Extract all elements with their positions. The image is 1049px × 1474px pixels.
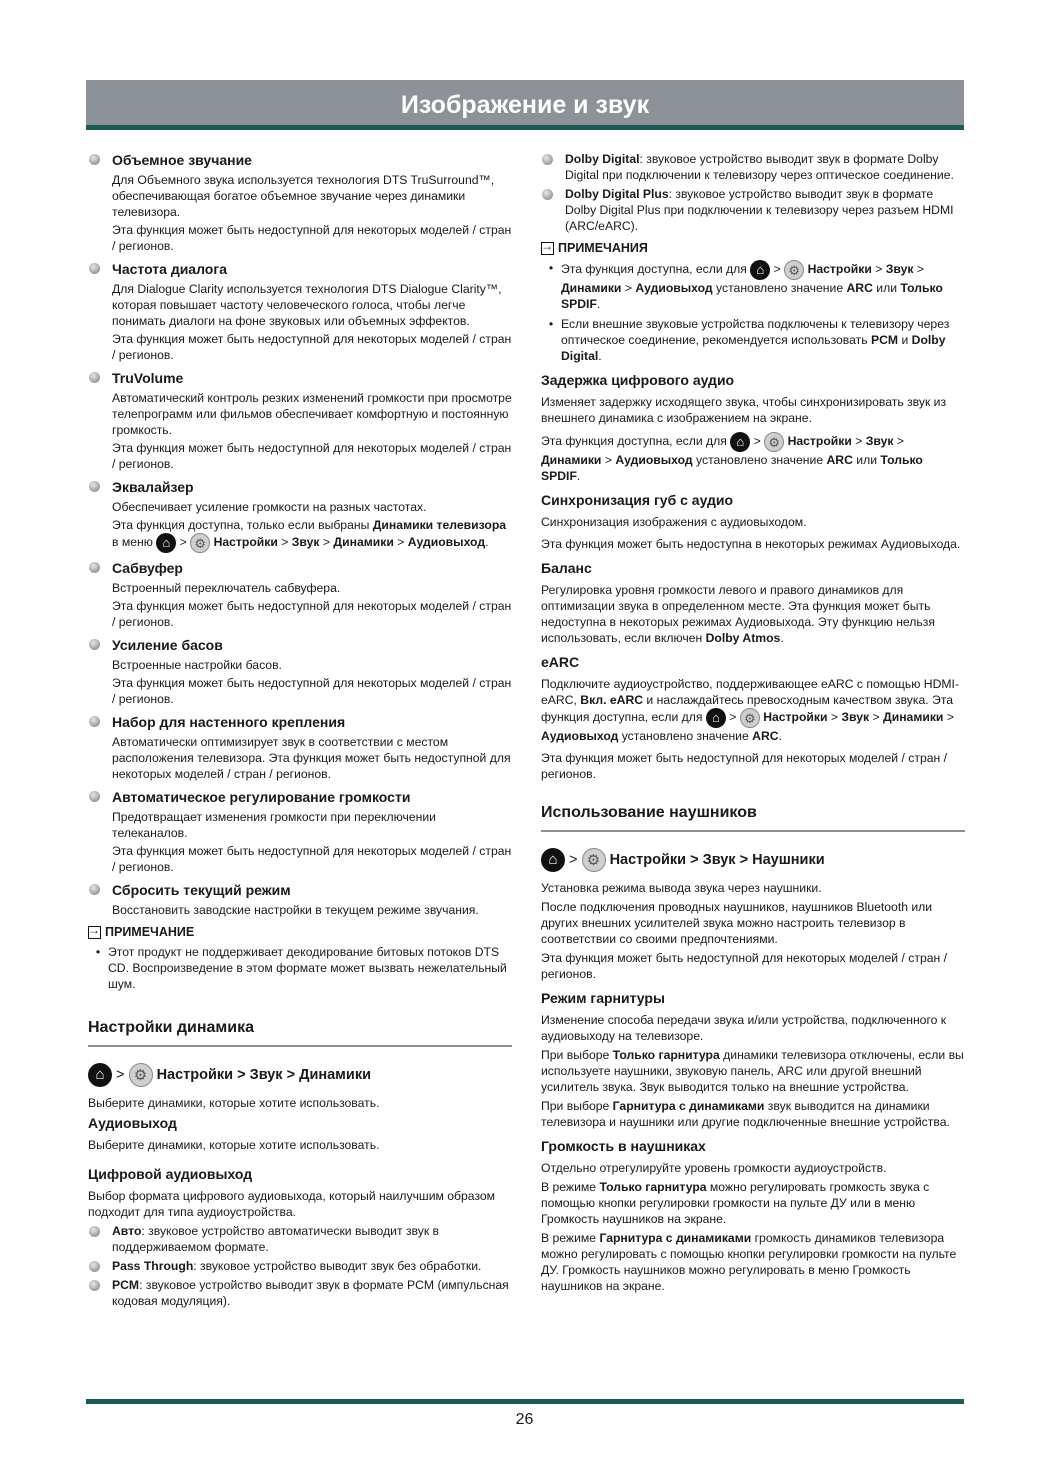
gear-icon: ⚙ <box>764 432 784 452</box>
page-title: Изображение и звук <box>400 91 650 119</box>
home-icon: ⌂ <box>750 260 770 280</box>
bullet-icon <box>89 639 100 650</box>
item-auto-volume: Автоматическое регулирование громкости Предотвращает изменения громкости при переключении телеканалов. Эта функция может быть недоступной для некоторых моделей / стран / регионов. <box>88 788 512 875</box>
gear-icon: ⚙ <box>784 260 804 280</box>
notes-heading: → ПРИМЕЧАНИЯ <box>541 240 965 256</box>
digital-audio-title: Цифровой аудиовыход <box>88 1166 253 1182</box>
headphone-volume-title: Громкость в наушниках <box>541 1138 706 1154</box>
bullet-icon <box>89 372 100 383</box>
bullet-icon <box>89 154 100 165</box>
bullet-icon <box>89 791 100 802</box>
note-item: • Если внешние звуковые устройства подключены к телевизору через оптическое соединение, рекомендуется использовать PCM и Dolby Digital. <box>548 317 950 363</box>
item-equalizer: Эквалайзер Обеспечивает усиление громкости на разных частотах. Эта функция доступна, только если выбраны Динамики телевизора в меню ⌂ > ⚙ Настройки > Звук > Динамики > Аудиовыход. <box>88 478 512 553</box>
speaker-path: ⌂ > ⚙ Настройки > Звук > Динамики <box>88 1063 512 1087</box>
audio-out-title: Аудиовыход <box>88 1115 177 1131</box>
item-subwoofer: Сабвуфер Встроенный переключатель сабвуфера. Эта функция может быть недоступной для некоторых моделей / стран / регионов. <box>88 559 512 630</box>
gear-icon: ⚙ <box>740 708 760 728</box>
note-heading: → ПРИМЕЧАНИЕ <box>88 924 512 940</box>
bullet-icon <box>89 1226 100 1237</box>
bullet-icon <box>89 716 100 727</box>
format-auto: Авто: звуковое устройство автоматически выводит звук в поддерживаемом формате. <box>88 1223 512 1255</box>
format-dolby-digital: Dolby Digital: звуковое устройство выводит звук в формате Dolby Digital при подключении к телевизору через оптическое соединение. <box>541 151 965 183</box>
speaker-settings-title: Настройки динамика <box>88 1018 512 1047</box>
item-bass-boost: Усиление басов Встроенные настройки басов. Эта функция может быть недоступной для некоторых моделей / стран / регионов. <box>88 636 512 707</box>
note-item: • Эта функция доступна, если для ⌂ > ⚙ Настройки > Звук > Динамики > Аудиовыход установлено значение ARC или Только SPDIF. <box>548 261 943 311</box>
earc-title: eARC <box>541 654 580 670</box>
bullet-icon <box>89 562 100 573</box>
bullet-icon <box>89 884 100 895</box>
delay-availability: Эта функция доступна, если для ⌂ > ⚙ Настройки > Звук > Динамики > Аудиовыход установлено значение ARC или Только SPDIF. <box>541 434 923 483</box>
headphones-title: Использование наушников <box>541 803 965 832</box>
left-column: Объемное звучание Для Объемного звука используется технология DTS TruSurround™, обеспечивающая богатое объемное звучание через динамики телевизора. Эта функция может быть недоступной для некоторых моделей / стран / регионов. Частота диалога Для Dialogue Clarity используется технология DTS Dialogue Clarity™, которая повышает частоту человеческого голоса, чтобы легче понимать диалоги на фоне звуковых или объемных эффектов. Эта функция может быть недоступной для некоторых моделей / стран / регионов. TruVolume Автоматический контроль резких изменений громкости при просмотре телепрограмм или фильмов обеспечивает комфортную и постоянную громкость. Эта функция может быть недоступной для некоторых моделей / стран / регионов. Эквалайзер Обеспечивает усиление громкости на разных частотах. Эта функция доступна, только если выбраны Динамики телевизора в меню ⌂ > ⚙ Настройки > Звук > Динамики > Аудиовыход. Сабвуфер Встроенный переключатель сабвуфера. Эта функция может быть недоступной для некоторых моделей / стран / регионов. Усиление басов Встроенные настройки басов. Эта функция может быть недоступной для некоторых моделей / стран / регионов. Набор для настенного крепления Автоматически оптимизирует звук в соответствии с местом расположения телевизора. Эта функция может быть недоступной для некоторых моделей / стран / регионов. Автоматическое регулирование громкости Предотвращает изменения громкости при переключении телеканалов. Эта функция может быть недоступной для некоторых моделей / стран / регионов. Сбросить текущий режим Восстановить заводские настройки в текущем режиме звучания. → ПРИМЕЧАНИЕ • Этот продукт не поддерживает декодирование битовых потоков DTS CD. Воспроизведение в этом формате может вызвать нежелательный шум. Настройки динамика ⌂ > ⚙ Настройки > Звук > Динамики Выберите динамики, которые хотите использовать. Аудиовыход Выберите динамики, которые хотите использовать. Цифровой аудиовыход Выбор формата цифрового аудиовыхода, который наилучшим образом подходит для типа аудиоустройства. Авто: звуковое устройство автоматически выводит звук в поддерживаемом формате. Pass Through: звуковое устройство выводит звук без обработки. PCM: звуковое устройство выводит звук в формате PCM (импульсная кодовая модуляция). <box>88 151 512 1312</box>
headset-mode-title: Режим гарнитуры <box>541 990 665 1006</box>
page-number: 26 <box>515 1411 534 1428</box>
lipsync-title: Синхронизация губ с аудио <box>541 492 734 508</box>
bullet-icon <box>89 263 100 274</box>
note-item: • Этот продукт не поддерживает декодирование битовых потоков DTS CD. Воспроизведение в этом формате может вызвать нежелательный шум. <box>95 945 507 991</box>
page-header <box>86 80 964 130</box>
gear-icon: ⚙ <box>582 848 606 872</box>
balance-desc: Регулировка уровня громкости левого и правого динамиков для оптимизации звука в определенном месте. Эта функция может быть недоступна в некоторых режимах Аудиовыхода. Эту функцию нельзя использовать, если включен Dolby Atmos. <box>541 583 935 645</box>
item-wall-mount: Набор для настенного крепления Автоматически оптимизирует звук в соответствии с местом расположения телевизора. Эта функция может быть недоступной для некоторых моделей / стран / регионов. <box>88 713 512 782</box>
headphones-path: ⌂ > ⚙ Настройки > Звук > Наушники <box>541 848 965 872</box>
gear-icon: ⚙ <box>129 1063 153 1087</box>
home-icon: ⌂ <box>541 848 565 872</box>
home-icon: ⌂ <box>706 708 726 728</box>
item-dialogue: Частота диалога Для Dialogue Clarity используется технология DTS Dialogue Clarity™, которая повышает частоту человеческого голоса, чтобы легче понимать диалоги на фоне звуковых или объемных эффектов. Эта функция может быть недоступной для некоторых моделей / стран / регионов. <box>88 260 512 363</box>
gear-icon: ⚙ <box>190 533 210 553</box>
item-reset-mode: Сбросить текущий режим Восстановить заводские настройки в текущем режиме звучания. <box>88 881 512 918</box>
format-pass-through: Pass Through: звуковое устройство выводит звук без обработки. <box>88 1258 512 1274</box>
home-icon: ⌂ <box>730 432 750 452</box>
home-icon: ⌂ <box>88 1063 112 1087</box>
earc-desc: Подключите аудиоустройство, поддерживающее eARC с помощью HDMI-eARC, Вкл. eARC и наслаждайтесь превосходным качеством звука. Эта функция доступна, если для ⌂ > ⚙ Настройки > Звук > Динамики > Аудиовыход установлено значение ARC. <box>541 677 960 743</box>
note-icon <box>541 242 554 255</box>
delay-title: Задержка цифрового аудио <box>541 372 735 388</box>
right-column: Dolby Digital: звуковое устройство выводит звук в формате Dolby Digital при подключении к телевизору через оптическое соединение. Dolby Digital Plus: звуковое устройство выводит звук в формате Dolby Digital Plus при подключении к телевизору через разъем HDMI (ARC/eARC). → ПРИМЕЧАНИЯ • Эта функция доступна, если для ⌂ > ⚙ Настройки > Звук > Динамики > Аудиовыход установлено значение ARC или Только SPDIF. • Если внешние звуковые устройства подключены к телевизору через оптическое соединение, рекомендуется использовать PCM и Dolby Digital. Задержка цифрового аудио Изменяет задержку исходящего звука, чтобы синхронизировать звук из внешнего динамика с изображением на экране. Эта функция доступна, если для ⌂ > ⚙ Настройки > Звук > Динамики > Аудиовыход установлено значение ARC или Только SPDIF. Синхронизация губ с аудио Синхронизация изображения с аудиовыходом. Эта функция может быть недоступна в некоторых режимах Аудиовыхода. Баланс Регулировка уровня громкости левого и правого динамиков для оптимизации звука в определенном месте. Эта функция может быть недоступна в некоторых режимах Аудиовыхода. Эту функцию нельзя использовать, если включен Dolby Atmos. eARC Подключите аудиоустройство, поддерживающее eARC с помощью HDMI-eARC, Вкл. eARC и наслаждайтесь превосходным качеством звука. Эта функция доступна, если для ⌂ > ⚙ Настройки > Звук > Динамики > Аудиовыход установлено значение ARC. Эта функция может быть недоступной для некоторых моделей / стран / регионов. Использование наушников ⌂ > ⚙ Настройки > Звук > Наушники Установка режима вывода звука через наушники. После подключения проводных наушников, наушников Bluetooth или других внешних усилителей звука можно настроить телевизор в соответствии со своими предпочтениями. Эта функция может быть недоступной для некоторых моделей / стран / регионов. Режим гарнитуры Изменение способа передачи звука и/или устройства, подключенного к аудиовыходу на телевизоре. При выборе Только гарнитура динамики телевизора отключены, если вы используете наушники, звуковую панель, ARC или другой внешний усилитель звука. Звук выводится только на внешние устройства. При выборе Гарнитура с динамиками звук выводится на динамики телевизора и наушники или другие подключенные внешние устройства. Громкость в наушниках Отдельно отрегулируйте уровень громкости аудиоустройств. В режиме Только гарнитура можно регулировать громкость звука с помощью кнопки регулировки громкости на пульте ДУ или в меню Громкость наушников на экране. В режиме Гарнитура с динамиками громкость динамиков телевизора можно регулировать с помощью кнопки регулировки громкости на пульте ДУ. Громкость наушников можно регулировать в меню Громкость наушников на экране. <box>541 151 965 1297</box>
item-surround: Объемное звучание Для Объемного звука используется технология DTS TruSurround™, обеспечивающая богатое объемное звучание через динамики телевизора. Эта функция может быть недоступной для некоторых моделей / стран / регионов. <box>88 151 512 254</box>
item-truvolume: TruVolume Автоматический контроль резких изменений громкости при просмотре телепрограмм или фильмов обеспечивает комфортную и постоянную громкость. Эта функция может быть недоступной для некоторых моделей / стран / регионов. <box>88 369 512 472</box>
bullet-icon <box>89 1280 100 1291</box>
bullet-icon <box>89 481 100 492</box>
bullet-icon <box>542 189 553 200</box>
equalizer-availability: Эта функция доступна, только если выбраны Динамики телевизора в меню ⌂ > ⚙ Настройки > Звук > Динамики > Аудиовыход. <box>112 518 507 551</box>
balance-title: Баланс <box>541 560 592 576</box>
footer-divider <box>86 1399 964 1404</box>
bullet-icon <box>542 154 553 165</box>
note-icon <box>88 926 101 939</box>
home-icon: ⌂ <box>156 533 176 553</box>
bullet-icon <box>89 1261 100 1272</box>
format-dolby-digital-plus: Dolby Digital Plus: звуковое устройство выводит звук в формате Dolby Digital Plus при подключении к телевизору через разъем HDMI (ARC/eARC). <box>541 186 965 234</box>
format-pcm: PCM: звуковое устройство выводит звук в формате PCM (импульсная кодовая модуляция). <box>88 1277 512 1309</box>
